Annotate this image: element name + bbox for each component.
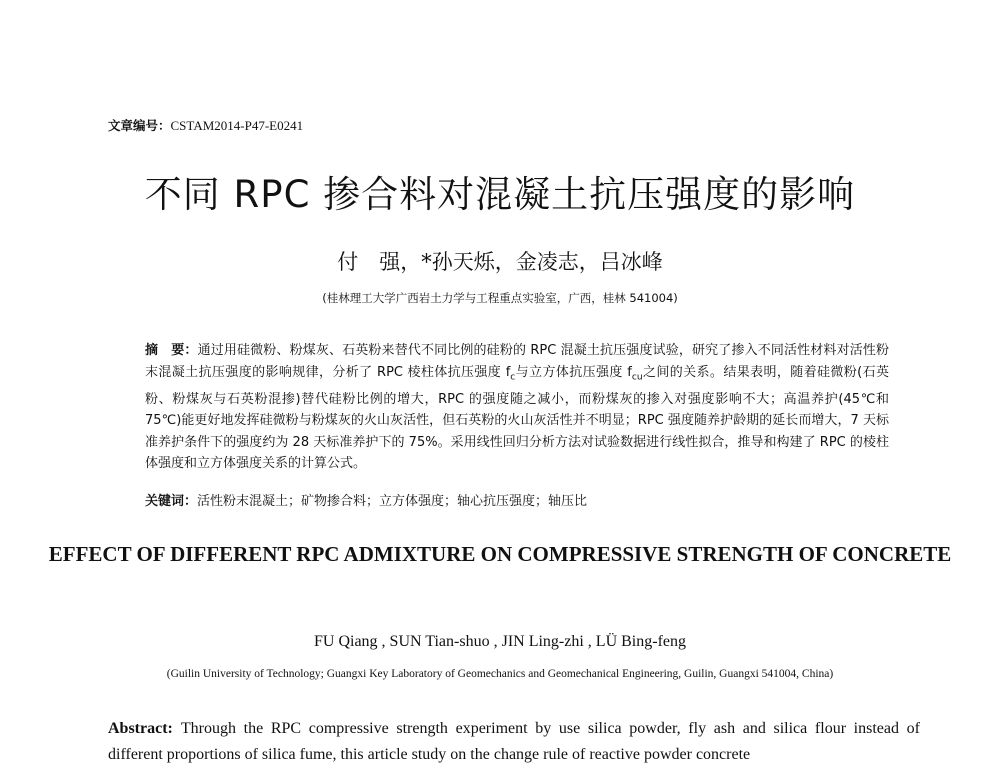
chinese-affiliation: (桂林理工大学广西岩土力学与工程重点实验室，广西，桂林 541004) — [322, 291, 678, 305]
chinese-keywords-text: 活性粉末混凝土；矿物掺合料；立方体强度；轴心抗压强度；轴压比 — [197, 494, 588, 509]
chinese-abstract-sub-cu: cu — [631, 372, 643, 383]
chinese-keywords-label: 关键词： — [145, 494, 198, 509]
article-number-value: CSTAM2014-P47-E0241 — [170, 118, 304, 133]
chinese-abstract-text-2: 与立方体抗压强度 f — [515, 364, 632, 380]
chinese-title: 不同 RPC 掺合料对混凝土抗压强度的影响 — [144, 173, 856, 216]
chinese-abstract — [145, 340, 889, 475]
english-abstract — [108, 716, 920, 768]
english-title: EFFECT OF DIFFERENT RPC ADMIXTURE ON COMPRESSIVE STRENGTH OF CONCRETE — [48, 542, 952, 566]
english-authors: FU Qiang , SUN Tian-shuo , JIN Ling-zhi , LÜ Bing-feng — [314, 633, 686, 650]
chinese-abstract-label: 摘 要： — [145, 343, 198, 358]
english-abstract-text: Through the RPC compressive strength experiment by use silica powder, fly ash and silica flour instead of different proportions of silica fume, this article study on the change rule of reactive powder concrete — [108, 720, 920, 763]
article-number-label: 文章编号： — [108, 118, 171, 133]
chinese-abstract-text-3: 之间的关系。结果表明，随着硅微粉(石英粉、粉煤灰与石英粉混掺)替代硅粉比例的增大，RPC 的强度随之减小，而粉煤灰的掺入对强度影响不大；高温养护(45℃和 75℃)能更好地发挥硅微粉与粉煤灰的火山灰活性，但石英粉的火山灰活性并不明显；RPC 强度随养护龄期的延长而增大，7 天标准养护条件下的强度约为 28 天标准养护下的 75%。采用线性回归分析方法对试验数据进行线性拟合，推导和构建了 RPC 的棱柱体强度和立方体强度关系的计算公式。 — [145, 364, 889, 472]
chinese-keywords — [145, 490, 889, 509]
english-affiliation: (Guilin University of Technology; Guangxi Key Laboratory of Geomechanics and Geomechanical Engineering, Guilin, Guangxi 541004, China) — [166, 668, 834, 680]
chinese-abstract-text-1: 通过用硅微粉、粉煤灰、石英粉来替代不同比例的硅粉的 RPC 混凝土抗压强度试验，研究了掺入不同活性材料对活性粉末混凝土抗压强度的影响规律，分析了 RPC 棱柱体抗压强度 f — [145, 343, 889, 380]
article-number — [108, 116, 303, 134]
chinese-abstract-sub-c: c — [510, 372, 516, 383]
english-abstract-label: Abstract: — [108, 720, 173, 737]
chinese-authors: 付 强，*孙天烁，金凌志，吕冰峰 — [337, 250, 663, 274]
